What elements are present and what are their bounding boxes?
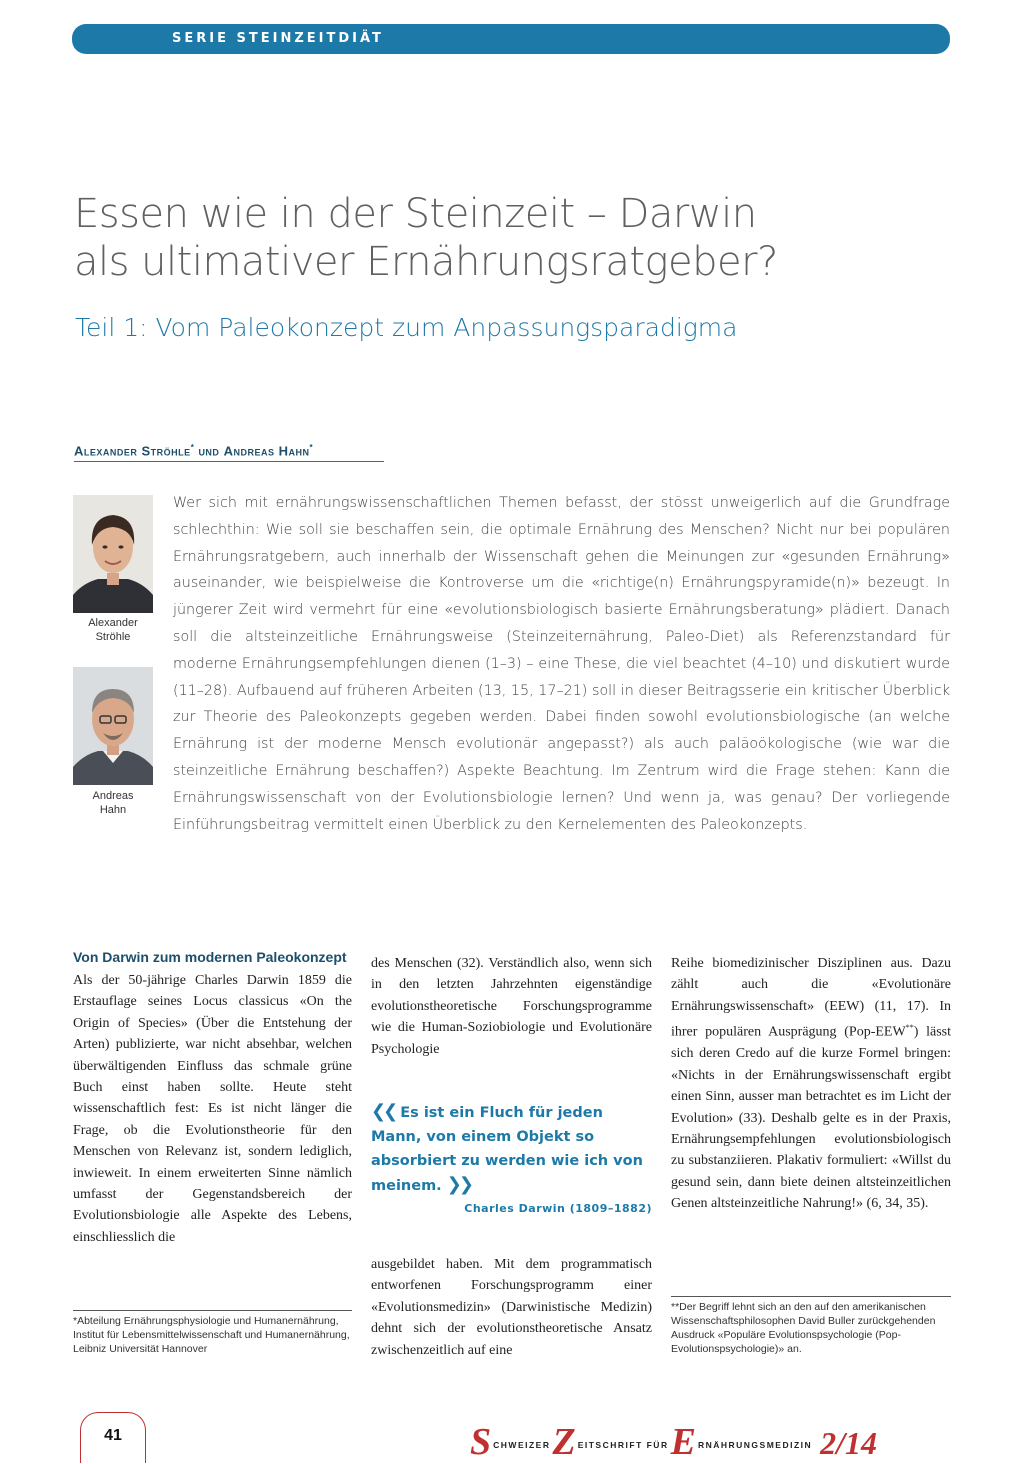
photo-caption-hahn: [73, 789, 153, 817]
quote-open-icon: ❮❮: [371, 1101, 396, 1122]
journal-name: [470, 1420, 890, 1463]
column-2-top: des Menschen (32). Verständlich also, wenn sich in den letzten Jahrzehnten eigenständige evolutionstheoretische Forschungsprogramme wie die Human-Soziobiologie und Evolutionäre Psychologie: [371, 956, 652, 1057]
caption-line: Ströhle: [95, 631, 131, 643]
author-photo-hahn: [73, 667, 153, 785]
series-label: SERIE STEINZEITDIÄT: [172, 31, 384, 46]
author-1: Alexander Ströhle: [74, 443, 191, 459]
column-3-text-a: Reihe biomedizinischer Disziplinen aus. Dazu zählt auch die «Evolutionäre Ernährungswissenschaft» (EEW) (11, 17). In ihrer populären Ausprägung (Pop-EEW: [671, 956, 951, 1040]
page-number: 41: [104, 1427, 122, 1444]
caption-line: Hahn: [99, 804, 127, 816]
intro-paragraph: Wer sich mit ernährungswissenschaftlichen Themen befasst, der stösst unweigerlich auf die Grundfrage schlechthin: Wie soll sie beschaffen sein, die optimale Ernährung des Menschen? Nicht nur bei populären Ernährungsratgebern, auch innerhalb der Wissenschaft gehen die Meinungen zur «gesunden Ernährung» auseinander, wie beispielweise die Kontroverse um die «richtige(n) Ernährungspyramide(n)» bezeugt. In jüngerer Zeit wird vermehrt für eine «evolutionsbiologisch basierte Ernährungsberatung» plädiert. Danach soll die altsteinzeitliche Ernährungsweise (Steinzeiternährung, Paleo-Diet) als Referenzstandard für moderne Ernährungsempfehlungen dienen (1–3) – eine These, die viel beachtet (4–10) und diskutiert wurde (11–28). Aufbauend auf früheren Arbeiten (13, 15, 17–21) soll in dieser Beitragsserie ein kritischer Überblick zur Theorie des Paleokonzepts gegeben werden. Dabei finden sowohl evolutionsbiologische (an welche Ernährung ist der moderne Mensch evolutionär angepasst?) als auch paläoökologische (wie war die steinzeitliche Ernährung beschaffen?) Aspekte Beachtung. Im Zentrum wird die Frage stehen: Kann die Ernährungswissenschaft von der Evolutionsbiologie lernen? Und wenn ja, was genau? Der vorliegende Einführungsbeitrag vermittelt einen Überblick zu den Kernelementen des Paleokonzepts.: [173, 495, 950, 833]
photo-caption-stroehle: [73, 616, 153, 644]
page-number-tab: [80, 1412, 146, 1463]
journal-s-rest: CHWEIZER: [493, 1440, 551, 1450]
footnote-term: **Der Begriff lehnt sich an den auf den amerikanischen Wissenschaftsphilosophen David Buller zurückgehenden Ausdruck «Populäre Evolutionspsychologie (Pop-Evolutionspsychologie)» an.: [671, 1296, 951, 1356]
column-3-text-b: ) lässt sich deren Credo auf die kurze Formel bringen: «Nichts in der Ernährungswissenschaft ergibt einen Sinn, ausser man betrachtet es im Licht der Evolution» (33). Deshalb gelte es in der Praxis, Ernährungsempfehlungen evolutionsbiologisch zu substanziieren. Plakativ formuliert: «Willst du gesund sein, dann biete deinen altsteinzeitlichen Genen altsteinzeitliche Nahrung!» (6, 34, 35).: [671, 1024, 951, 1212]
author-2: Andreas Hahn: [223, 443, 310, 459]
quote-text: Es ist ein Fluch für jeden Mann, von einem Objekt so absorbiert zu werden wie ich von meinem.: [371, 1105, 643, 1194]
journal-z: Z: [552, 1421, 576, 1463]
journal-s: S: [470, 1421, 492, 1463]
quote-close-icon: ❯❯: [446, 1174, 471, 1195]
article-title: [74, 190, 974, 286]
caption-line: Andreas: [92, 790, 134, 802]
caption-line: Alexander: [88, 617, 138, 629]
footnote-mark: **: [905, 1023, 914, 1033]
article-subtitle: Teil 1: Vom Paleokonzept zum Anpassungsparadigma: [75, 313, 738, 342]
section-heading: Von Darwin zum modernen Paleokonzept: [73, 949, 347, 965]
journal-z-rest: EITSCHRIFT FÜR: [577, 1440, 669, 1450]
column-1-text: Als der 50-jährige Charles Darwin 1859 die Erstauflage seines Locus classicus «On the Origin of Species» (Über die Entstehung der Arten) publizierte, war nicht absehbar, welchen überwältigenden Einfluss das schmale grüne Buch einst haben sollte. Heute steht wissenschaftlich fest: Es ist nicht länger die Frage, ob die Evolutionstheorie für den Menschen von Relevanz ist, sondern lediglich, inwieweit. In einem erweiterten Sinne nämlich umfasst der Gegenstandsbereich der Evolutionsbiologie alle Aspekte des Lebens, einschliesslich die: [73, 973, 352, 1245]
journal-e: E: [670, 1421, 696, 1463]
title-line-2: als ultimativer Ernährungsratgeber?: [74, 239, 778, 285]
column-2-bottom: ausgebildet haben. Mit dem programmatisch entworfenen Forschungsprogramm einer «Evolutionsmedizin» (Darwinistische Medizin) dehnt sich der evolutionstheoretische Ansatz zwischenzeitlich auf eine: [371, 1257, 652, 1358]
author-connector: und: [198, 443, 220, 459]
footnote-affiliation: *Abteilung Ernährungsphysiologie und Humanernährung, Institut für Lebensmittelwissenschaft und Humanernährung, Leibniz Universität Hannover: [73, 1310, 352, 1356]
author-1-mark: *: [190, 443, 195, 452]
title-line-1: Essen wie in der Steinzeit – Darwin: [74, 191, 757, 237]
pull-quote: [371, 1100, 653, 1198]
journal-e-rest: RNÄHRUNGSMEDIZIN: [697, 1440, 813, 1450]
author-byline: [74, 443, 384, 462]
series-header-bar: [72, 24, 950, 54]
column-3: [671, 953, 951, 1215]
author-photo-stroehle: [73, 495, 153, 613]
column-1: [73, 948, 352, 1248]
author-2-mark: *: [309, 443, 314, 452]
quote-attribution: Charles Darwin (1809–1882): [464, 1202, 652, 1215]
journal-issue: 2/14: [820, 1425, 878, 1461]
